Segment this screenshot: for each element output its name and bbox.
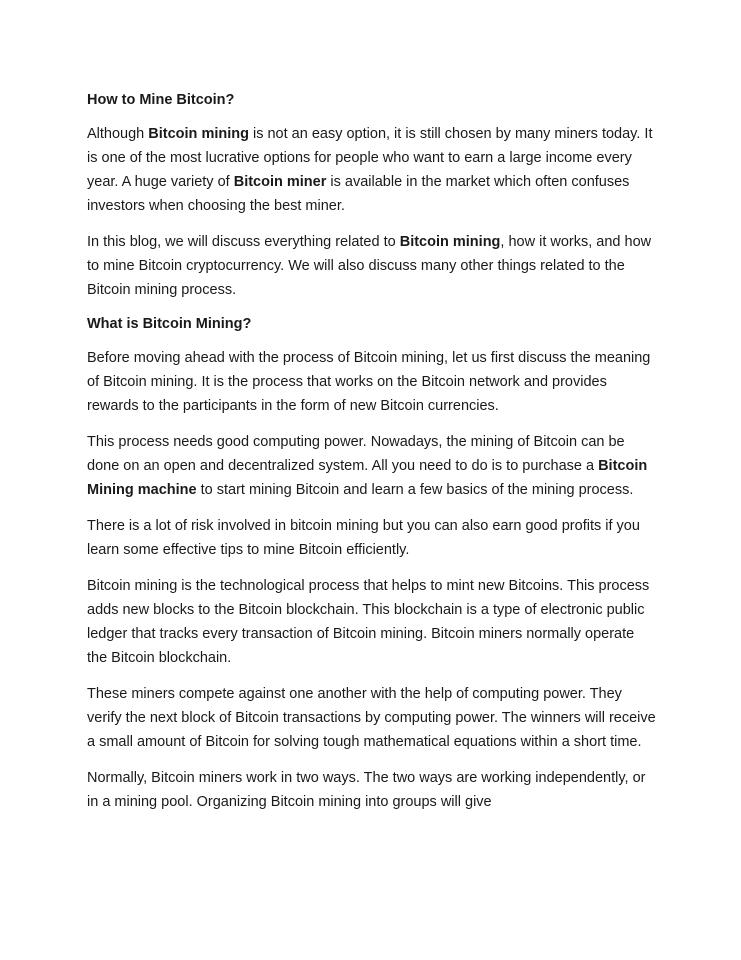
paragraph (87, 574, 657, 670)
text-run: to start mining Bitcoin and learn a few basics of the mining process. (196, 482, 634, 498)
paragraph (87, 430, 657, 502)
text-run: is not an easy option, it is still chosen by many miners today. It is one of the most lucrative options for people who want to earn a large income every year. A huge variety of (87, 126, 653, 190)
text-run: Normally, Bitcoin miners work in two ways. The two ways are working independently, or in a mining pool. Organizing Bitcoin mining into groups will give (87, 770, 646, 810)
document-body (87, 90, 657, 814)
bold-keyword: Bitcoin mining (399, 234, 501, 250)
paragraph (87, 514, 657, 562)
text-run: Although (87, 126, 149, 142)
bold-keyword: Bitcoin Mining machine (87, 458, 648, 498)
paragraph (87, 766, 657, 814)
section-heading: What is Bitcoin Mining? (87, 316, 252, 332)
document-page (87, 90, 657, 826)
section-heading: How to Mine Bitcoin? (87, 92, 235, 108)
paragraph (87, 122, 657, 218)
text-run: There is a lot of risk involved in bitcoin mining but you can also earn good profits if you learn some effective tips to mine Bitcoin efficiently. (87, 518, 640, 558)
paragraph (87, 346, 657, 418)
text-run: Before moving ahead with the process of Bitcoin mining, let us first discuss the meaning of Bitcoin mining. It is the process that works on the Bitcoin network and provides rewards to the participants in the form of new Bitcoin currencies. (87, 350, 651, 414)
text-run: is available in the market which often confuses investors when choosing the best miner. (87, 174, 630, 214)
paragraph (87, 230, 657, 302)
bold-keyword: Bitcoin mining (148, 126, 249, 142)
text-run: In this blog, we will discuss everything related to (87, 234, 400, 250)
text-run: This process needs good computing power. Nowadays, the mining of Bitcoin can be done on an open and decentralized system. All you need to do is to purchase a (87, 434, 625, 474)
text-run: These miners compete against one another with the help of computing power. They verify the next block of Bitcoin transactions by computing power. The winners will receive a small amount of Bitcoin for solving tough mathematical equations within a short time. (87, 686, 656, 750)
paragraph (87, 682, 657, 754)
text-run: , how it works, and how to mine Bitcoin cryptocurrency. We will also discuss many other things related to the Bitcoin mining process. (87, 234, 652, 298)
bold-keyword: Bitcoin miner (233, 174, 327, 190)
text-run: Bitcoin mining is the technological process that helps to mint new Bitcoins. This process adds new blocks to the Bitcoin blockchain. This blockchain is a type of electronic public ledger that tracks every transaction of Bitcoin mining. Bitcoin miners normally operate the Bitcoin blockchain. (87, 578, 650, 666)
